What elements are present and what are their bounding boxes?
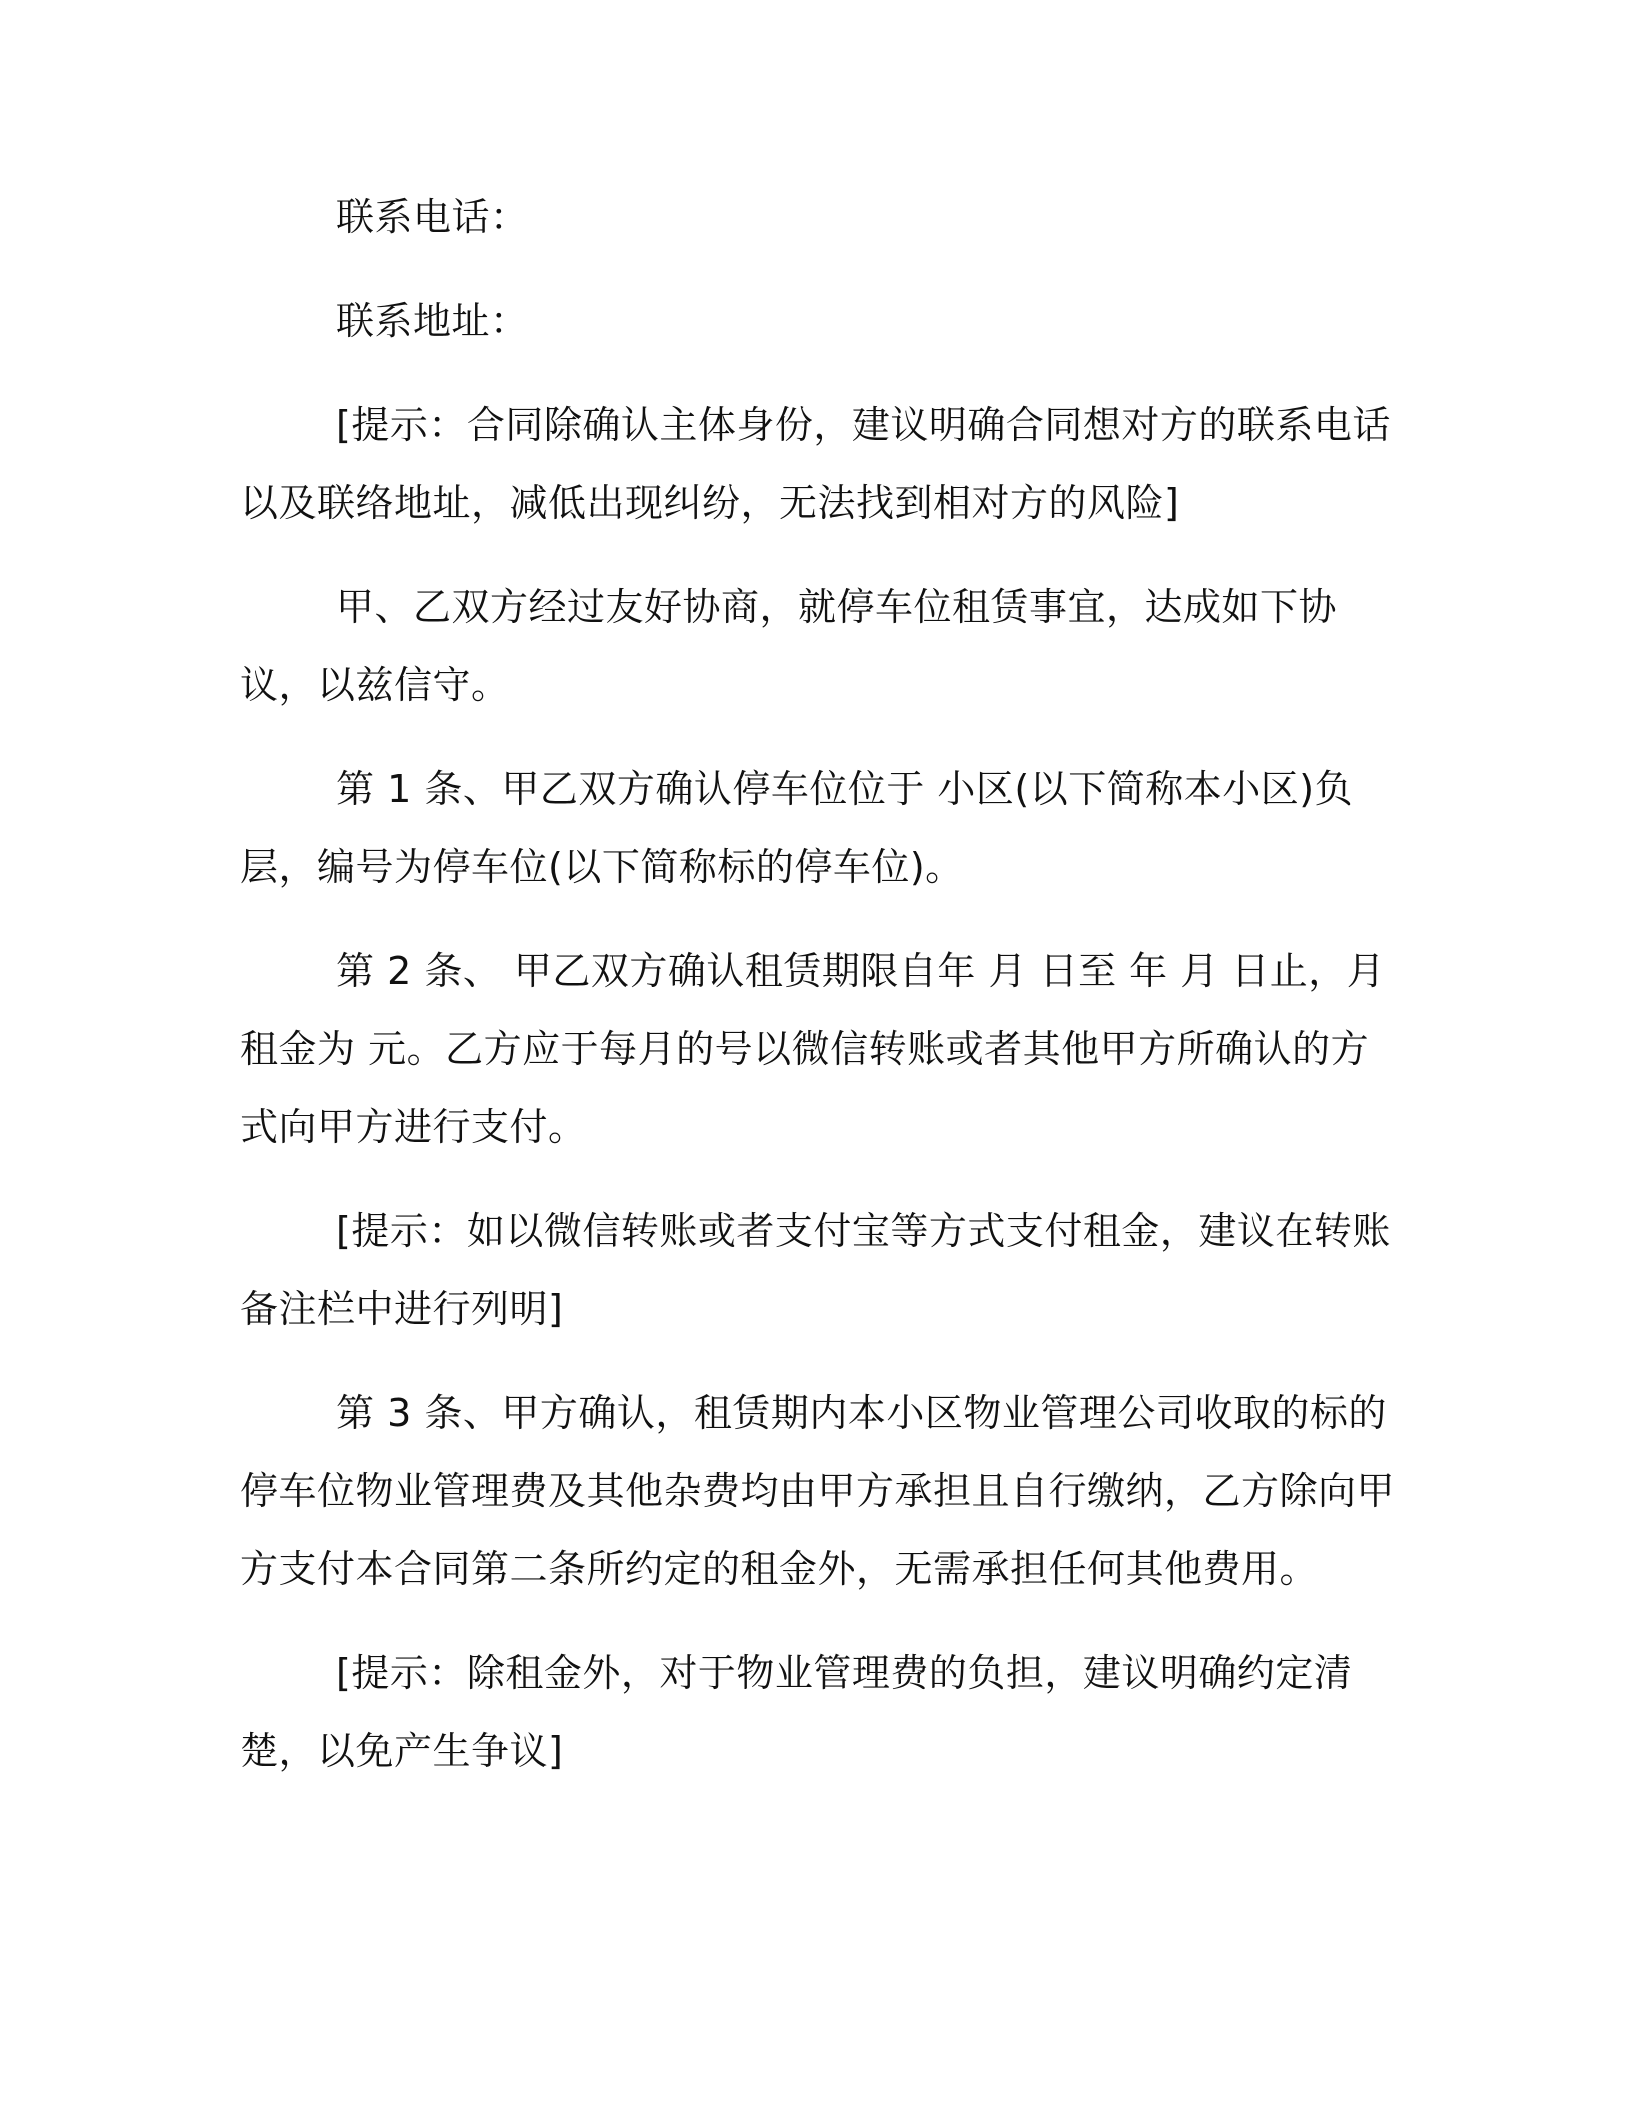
tip-contact-paragraph: [提示：合同除确认主体身份，建议明确合同想对方的联系电话以及联络地址，减低出现纠纷，无法找到相对方的风险] xyxy=(240,403,1391,525)
article-1-paragraph: 第 1 条、甲乙双方确认停车位位于 小区(以下简称本小区)负 层，编号为停车位(以下简称标的停车位)。 xyxy=(240,767,1354,889)
tip-property-fee-paragraph: [提示：除租金外，对于物业管理费的负担，建议明确约定清楚，以免产生争议] xyxy=(240,1651,1353,1773)
article-2-paragraph: 第 2 条、 甲乙双方确认租赁期限自年 月 日至 年 月 日止，月租金为 元。乙方应于每月的号以微信转账或者其他甲方所确认的方式向甲方进行支付。 xyxy=(240,949,1386,1149)
contact-phone-line: 联系电话： xyxy=(336,195,529,239)
contact-address-line: 联系地址： xyxy=(336,299,529,343)
document-body xyxy=(240,178,1400,1790)
intro-paragraph: 甲、乙双方经过友好协商，就停车位租赁事宜，达成如下协议，以兹信守。 xyxy=(240,585,1338,707)
article-3-paragraph: 第 3 条、甲方确认，租赁期内本小区物业管理公司收取的标的停车位物业管理费及其他杂费均由甲方承担且自行缴纳，乙方除向甲方支付本合同第二条所约定的租金外，无需承担任何其他费用。 xyxy=(240,1391,1396,1591)
tip-payment-paragraph: [提示：如以微信转账或者支付宝等方式支付租金，建议在转账备注栏中进行列明] xyxy=(240,1209,1391,1331)
